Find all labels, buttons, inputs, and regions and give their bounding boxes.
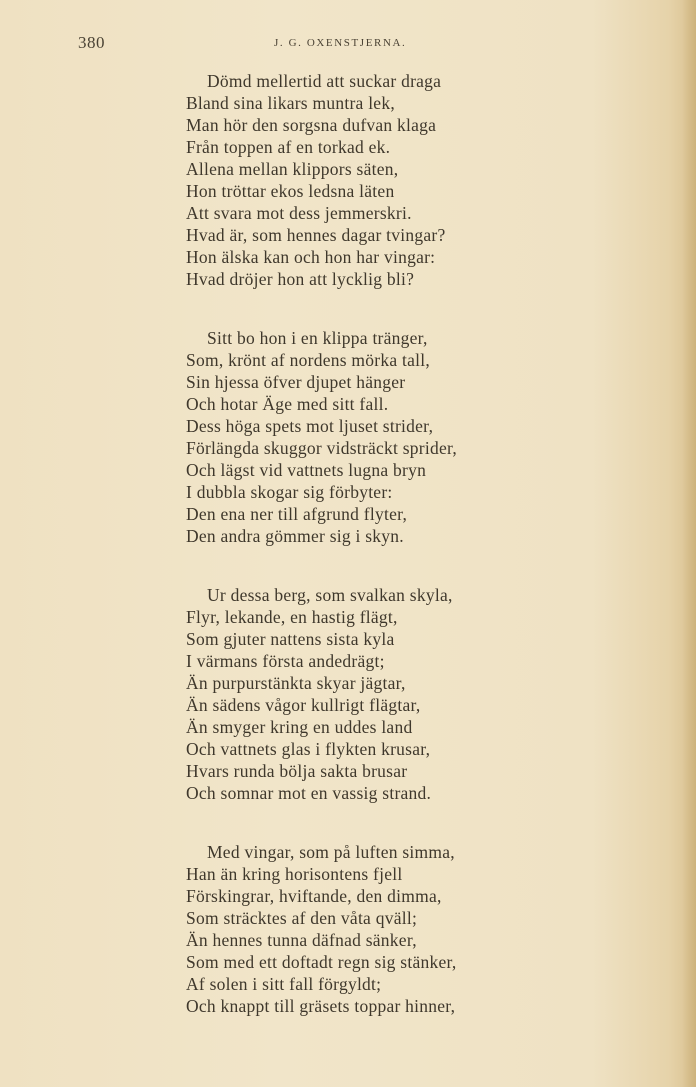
poem-line: Hvad är, som hennes dagar tvingar? [186, 225, 446, 245]
poem-line: Sin hjessa öfver djupet hänger [186, 372, 406, 392]
poem-line: Den ena ner till afgrund flyter, [186, 504, 408, 524]
poem [186, 70, 586, 1054]
poem-line: I värmans första andedrägt; [186, 651, 385, 671]
poem-line: Än sädens vågor kullrigt flägtar, [186, 695, 421, 715]
stanza [186, 841, 586, 1017]
poem-line: Ur dessa berg, som svalkan skyla, [207, 585, 453, 605]
poem-line: Och vattnets glas i flykten krusar, [186, 739, 431, 759]
poem-line: Med vingar, som på luften simma, [207, 842, 455, 862]
poem-line: Allena mellan klippors säten, [186, 159, 399, 179]
poem-line: Som gjuter nattens sista kyla [186, 629, 395, 649]
poem-line: Den andra gömmer sig i skyn. [186, 526, 404, 546]
stanza [186, 70, 586, 290]
poem-line: Som sträcktes af den våta qväll; [186, 908, 418, 928]
poem-line: Förlängda skuggor vidsträckt sprider, [186, 438, 457, 458]
stanza [186, 584, 586, 804]
page-header [0, 33, 696, 53]
poem-line: Att svara mot dess jemmerskri. [186, 203, 412, 223]
poem-line: Han än kring horisontens fjell [186, 864, 403, 884]
page-edge-shadow [682, 0, 696, 1087]
running-head: J. G. OXENSTJERNA. [274, 37, 407, 49]
poem-line: Flyr, lekande, en hastig flägt, [186, 607, 398, 627]
poem-line: Hvars runda bölja sakta brusar [186, 761, 408, 781]
poem-line: Från toppen af en torkad ek. [186, 137, 391, 157]
poem-line: Sitt bo hon i en klippa tränger, [207, 328, 428, 348]
poem-line: Dömd mellertid att suckar draga [207, 71, 442, 91]
poem-line: Bland sina likars muntra lek, [186, 93, 395, 113]
poem-line: Och lägst vid vattnets lugna bryn [186, 460, 427, 480]
poem-line: I dubbla skogar sig förbyter: [186, 482, 393, 502]
poem-line: Af solen i sitt fall förgyldt; [186, 974, 382, 994]
poem-line: Hon älska kan och hon har vingar: [186, 247, 436, 267]
poem-line: Som, krönt af nordens mörka tall, [186, 350, 430, 370]
poem-line: Och knappt till gräsets toppar hinner, [186, 996, 456, 1016]
poem-line: Och somnar mot en vassig strand. [186, 783, 432, 803]
poem-line: Hvad dröjer hon att lycklig bli? [186, 269, 415, 289]
stanza [186, 327, 586, 547]
poem-line: Hon tröttar ekos ledsna läten [186, 181, 395, 201]
poem-line: Dess höga spets mot ljuset strider, [186, 416, 434, 436]
poem-line: Än hennes tunna däfnad sänker, [186, 930, 417, 950]
poem-line: Än purpurstänkta skyar jägtar, [186, 673, 406, 693]
poem-line: Man hör den sorgsna dufvan klaga [186, 115, 437, 135]
poem-line: Och hotar Äge med sitt fall. [186, 394, 389, 414]
poem-line: Än smyger kring en uddes land [186, 717, 413, 737]
page-number: 380 [78, 33, 105, 52]
poem-line: Som med ett doftadt regn sig stänker, [186, 952, 457, 972]
poem-line: Förskingrar, hviftande, den dimma, [186, 886, 442, 906]
